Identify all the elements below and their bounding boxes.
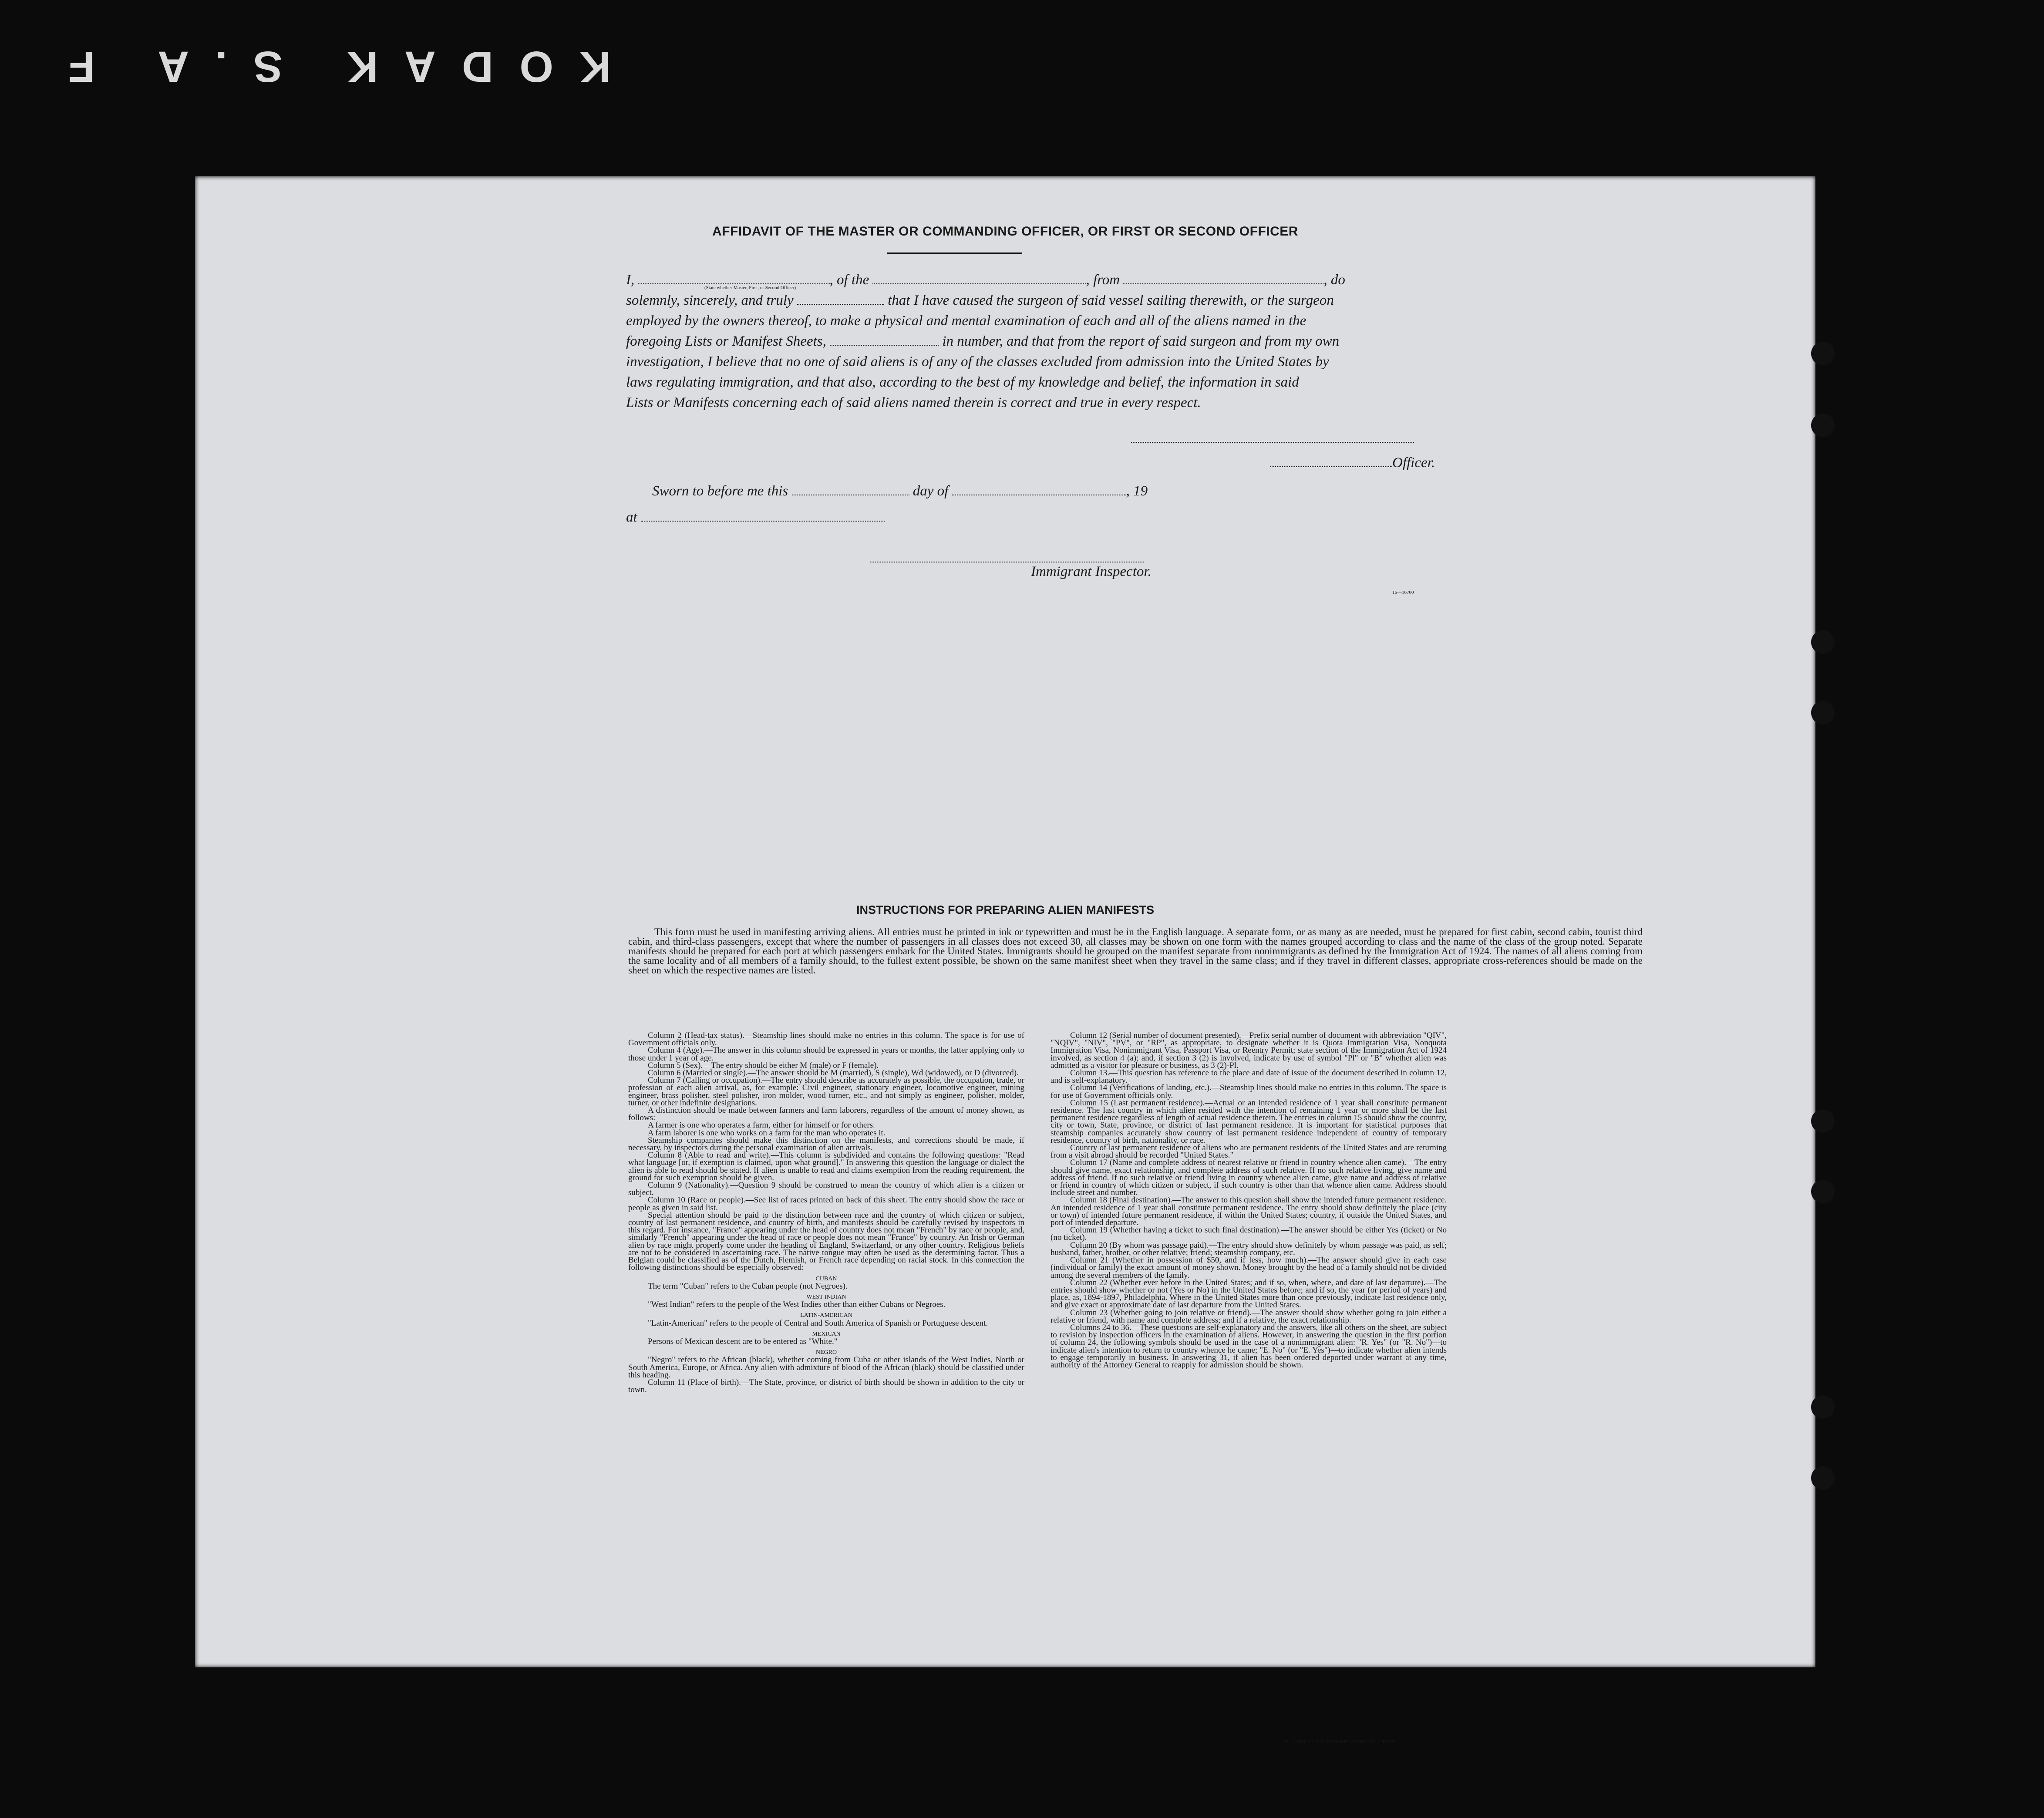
def-text: The term "Cuban" refers to the Cuban people (not Negroes). bbox=[648, 1281, 848, 1291]
punch-hole bbox=[1811, 1466, 1835, 1490]
officer-signature bbox=[1270, 455, 1435, 471]
date-field[interactable] bbox=[797, 295, 884, 305]
role-note: (State whether Master, First, or Second Officer) bbox=[704, 285, 796, 290]
instr-para: A farm laborer is one who works on a farm for the man who operates it. bbox=[648, 1128, 886, 1138]
instr-para: Column 14 (Verifications of landing, etc.).—Steamship lines should make no entries in this column. The space is for use of Government officials only. bbox=[1051, 1083, 1447, 1100]
punch-hole bbox=[1811, 1180, 1835, 1203]
affidavit-title: AFFIDAVIT OF THE MASTER OR COMMANDING OFFICER, OR FIRST OR SECOND OFFICER bbox=[712, 224, 1298, 239]
def-heading: NEGRO bbox=[815, 1349, 837, 1356]
punch-hole bbox=[1811, 1395, 1835, 1419]
def-heading: WEST INDIAN bbox=[806, 1293, 846, 1300]
instr-para: Column 18 (Final destination).—The answer to this question shall show the intended future permanent residence. An intended residence of 1 year shall constitute permanent residence. The entry should show definitely the place (city or town) of intended future permanent residence, if within the United States; country, if outside the United States, and port of intended departure. bbox=[1051, 1195, 1447, 1228]
sworn-place-field[interactable] bbox=[641, 512, 885, 522]
aff-line2b: that I have caused the surgeon of said vessel sailing therewith, or the surgeon bbox=[888, 293, 1334, 308]
instr-para: Column 21 (Whether in possession of $50, and if less, how much).—The answer should give in each case (individual or family) the exact amount of money shown. Money brought by the head of a family should not be divided among the several members of the family. bbox=[1051, 1256, 1447, 1280]
instr-para: Special attention should be paid to the distinction between race and the country of which citizen or subject, country of last permanent residence, and country of birth, and manifests should be carefully revised by inspectors in this regard. For instance, "France" appearing under the head of country does not mean "French" by race or people, and, similarly "French" appearing under the head of race or people does not mean "France" by country. An Irish or German alien by race might properly come under the heading of England, Switzerland, or any other country. Religious beliefs are not to be considered in ascertaining race. The native tongue may often be used as the determining factor. Thus a Belgian could be classified as of the Dutch, Flemish, or French race depending on racial stock. In this connection the following distinctions should be especially observed: bbox=[628, 1210, 1024, 1273]
port-field[interactable] bbox=[1123, 275, 1323, 284]
aff-line4b: in number, and that from the report of said surgeon and from my own bbox=[942, 333, 1340, 349]
instr-para: Column 9 (Nationality).—Question 9 should be construed to mean the country of which alien is a citizen or subject. bbox=[628, 1181, 1024, 1198]
instr-para: Column 8 (Able to read and write).—This column is subdivided and contains the following questions: "Read what language [or, if exemption is claimed, upon what ground]." In answering this question the language or dialect the alien is able to read should be stated. If alien is unable to read and claims exemption from the reading requirement, the ground for such exemption should be given. bbox=[628, 1151, 1024, 1182]
officer-label: Officer. bbox=[1392, 455, 1435, 471]
instr-para: Country of last permanent residence of aliens who are permanent residents of the United States and are returning from a visit abroad should be recorded "United States." bbox=[1051, 1143, 1447, 1160]
title-rule bbox=[887, 252, 1022, 254]
def-text: "Negro" refers to the African (black), whether coming from Cuba or other islands of the West Indies, North or South America, Europe, or Africa. Any alien with admixture of blood of the African (black) should be classified under this heading. bbox=[628, 1355, 1024, 1380]
def-heading: MEXICAN bbox=[812, 1330, 841, 1337]
aff-line2a: solemnly, sincerely, and truly bbox=[626, 293, 794, 308]
instructions-intro: This form must be used in manifesting arriving aliens. All entries must be printed in ink or typewritten and must be in the English language. A separate form, or as many as are needed, must be prepared for first cabin, second cabin, tourist third cabin, and third-class passengers, except that where the number of passengers in all classes does not exceed 30, all classes may be shown on one form with the names grouped according to class and the name of the class of the group noted. Separate manifests should be prepared for each port at which passengers embark for the United States. Immigrants should be grouped on the manifest separate from nonimmigrants as defined by the Immigration Act of 1924. The names of all aliens coming from the same locality and of all members of a family should, to the fullest extent possible, be shown on the same manifest sheet when they travel in the same class; and if they travel in different classes, appropriate cross-references should be made on the sheet on which the respective names are listed. bbox=[628, 926, 1643, 976]
day-of-label: day of bbox=[913, 483, 949, 499]
def-text: Persons of Mexican descent are to be entered as "White." bbox=[648, 1337, 838, 1346]
instr-para: Column 10 (Race or people).—See list of races printed on back of this sheet. The entry should show the race or people as given in said list. bbox=[628, 1195, 1024, 1212]
printer-footer: 16—16700-2 U. S. GOVERNMENT PRINTING OFFICE bbox=[1283, 1739, 1396, 1744]
aff-line5: investigation, I believe that no one of said aliens is of any of the classes excluded from admission into the United States by bbox=[626, 354, 1329, 370]
instr-para: A farmer is one who operates a farm, either for himself or for others. bbox=[648, 1121, 875, 1130]
def-heading: LATIN-AMERICAN bbox=[800, 1312, 852, 1319]
instr-para: Column 2 (Head-tax status).—Steamship lines should make no entries in this column. The space is for use of Government officials only. bbox=[628, 1031, 1024, 1048]
sworn-month-field[interactable] bbox=[952, 486, 1126, 495]
punch-hole bbox=[1811, 701, 1835, 724]
aff-line6: laws regulating immigration, and that also, according to the best of my knowledge and belief, the information in said bbox=[626, 374, 1299, 390]
film-edge-marking: KODAK S.A F bbox=[42, 42, 611, 91]
punch-hole bbox=[1811, 630, 1835, 654]
instr-para: Column 4 (Age).—The answer in this column should be expressed in years or months, the latter applying only to those under 1 year of age. bbox=[628, 1046, 1024, 1063]
instr-para: Column 7 (Calling or occupation).—The entry should describe as accurately as possible, the occupation, trade, or profession of each alien arrival, as, for example: Civil engineer, stationary engineer, locomotive engineer, mining engineer, brass polisher, steel polisher, iron molder, wood turner, etc., and not simply as engineer, polisher, molder, turner, or other indefinite designations. bbox=[628, 1076, 1024, 1108]
def-heading: CUBAN bbox=[815, 1275, 837, 1282]
aff-line4a: foregoing Lists or Manifest Sheets, bbox=[626, 333, 826, 349]
signature-line[interactable] bbox=[1131, 442, 1414, 443]
instr-para: Columns 24 to 36.—These questions are self-explanatory and the answers, like all others on the sheet, are subject to revision by inspection officers in the examination of aliens. However, in answering the question in the first portion of column 24, the following symbols should be used in the case of a nonimmigrant alien: "R. Yes" (or "R. No")—to indicate alien's intention to return to country whence he came; "E. No" (or "E. Yes")—to indicate whether alien intends to engage temporarily in business. In answering 31, if alien has been ordered deported under warrant at any time, authority of the Attorney General to reapply for admission should be shown. bbox=[1051, 1323, 1447, 1370]
instr-para: Column 17 (Name and complete address of nearest relative or friend in country whence alien came).—The entry should give name, exact relationship, and complete address of such relative. If no such relative living, give name and address of friend. If no such relative or friend living in country whence alien came, give name and address of relative or friend in country of which citizen or subject, if such country is other than that whence alien came. Address should include street and number. bbox=[1051, 1158, 1447, 1198]
at-label: at bbox=[626, 509, 637, 525]
officer-title-field[interactable] bbox=[1270, 458, 1392, 467]
manifest-sheet bbox=[195, 176, 1815, 1744]
instructions-left-column bbox=[628, 1032, 1024, 1394]
sworn-day-field[interactable] bbox=[792, 486, 909, 495]
instructions-title: INSTRUCTIONS FOR PREPARING ALIEN MANIFESTS bbox=[856, 903, 1155, 916]
def-text: "West Indian" refers to the people of the West Indies other than either Cubans or Negroes. bbox=[648, 1300, 946, 1310]
instr-para: Column 12 (Serial number of document presented).—Prefix serial number of document with abbreviation "QIV", "NQIV", "NIV", "PV", or "RP", as appropriate, to designate whether it is Quota Immigration Visa, Nonquota Immigration Visa, Nonimmigrant Visa, Passport Visa, or Reentry Permit; state section of the Immigration Act of 1924 involved, as section 4 (a); and, if section 3 (2) is involved, indicate by use of symbol "Pl" or "B" whether alien was admitted as a visitor for pleasure or business, as 3 (2)-Pl. bbox=[1051, 1031, 1447, 1070]
instr-para: Steamship companies should make this distinction on the manifests, and corrections should be made, if necessary, by inspectors during the personal examination of alien arrivals. bbox=[628, 1135, 1024, 1153]
instr-para: Column 5 (Sex).—The entry should be either M (male) or F (female). bbox=[648, 1060, 879, 1070]
sheet-count-field[interactable] bbox=[830, 336, 939, 346]
instr-para: Column 23 (Whether going to join relative or friend).—The answer should show whether going to join either a relative or friend, with name and complete address; and if a relative, the exact relationship. bbox=[1051, 1308, 1447, 1325]
at-line bbox=[626, 509, 885, 525]
aff-line7: Lists or Manifests concerning each of said aliens named therein is correct and true in every respect. bbox=[626, 395, 1201, 411]
aff-line3: employed by the owners thereof, to make a physical and mental examination of each and all of the aliens named in the bbox=[626, 313, 1307, 329]
year-label: , 19 bbox=[1126, 483, 1148, 499]
instr-para: Column 19 (Whether having a ticket to such final destination).—The answer should be either Yes (ticket) or No (no ticket). bbox=[1051, 1225, 1447, 1242]
affidavit-body bbox=[626, 270, 1671, 413]
instr-para: Column 20 (By whom was passage paid).—The entry should show definitely by whom passage was paid, as self; husband, father, brother, or other relative; friend; steamship company, etc. bbox=[1051, 1240, 1447, 1257]
instr-para: Column 13.—This question has reference to the place and date of issue of the document described in column 12, and is self-explanatory. bbox=[1051, 1068, 1447, 1085]
punch-hole bbox=[1811, 1109, 1835, 1133]
sworn-line bbox=[652, 483, 1148, 499]
instr-para: A distinction should be made between farmers and farm laborers, regardless of the amount of money shown, as follows: bbox=[628, 1106, 1024, 1123]
punch-hole bbox=[1811, 342, 1835, 365]
instr-para: Column 11 (Place of birth).—The State, province, or district of birth should be shown in addition to the city or town. bbox=[628, 1377, 1024, 1395]
instr-para: Column 15 (Last permanent residence).—Actual or an intended residence of 1 year shall constitute permanent residence. The last country in which alien resided with the intention of remaining 1 year or more shall be the last permanent residence regardless of length of actual residence therein. The entries in column 15 should show the country, city or town, State, province, or district of last permanent residence. It is important for statistical purposes that steamship companies accurately show country of last permanent residence independent of country of temporary residence, country of birth, nationality, or race. bbox=[1051, 1098, 1447, 1145]
instructions-right-column bbox=[1051, 1032, 1447, 1369]
aff-i: I, bbox=[626, 272, 635, 288]
form-number: 16—16700 bbox=[1392, 590, 1414, 595]
inspector-label: Immigrant Inspector. bbox=[1031, 564, 1152, 579]
sworn-label: Sworn to before me this bbox=[652, 483, 788, 499]
aff-do: , do bbox=[1323, 272, 1345, 288]
instr-para: Column 6 (Married or single).—The answer should be M (married), S (single), Wd (widowed), or D (divorced). bbox=[648, 1068, 1019, 1078]
vessel-name-field[interactable] bbox=[872, 275, 1086, 284]
officer-name-field[interactable] bbox=[638, 275, 830, 284]
instr-para: Column 22 (Whether ever before in the United States; and if so, when, where, and date of last departure).—The entries should show whether or not (Yes or No) in the United States before; and if so, the year (or period of years) and place, as, 1894-1897, Philadelphia. Where in the United States more than once previously, indicate last residence only, and give exact or approximate date of last departure from the United States. bbox=[1051, 1278, 1447, 1310]
aff-of-the: , of the bbox=[829, 272, 869, 288]
aff-from: , from bbox=[1086, 272, 1120, 288]
punch-hole bbox=[1811, 414, 1835, 437]
def-text: "Latin-American" refers to the people of Central and South America of Spanish or Portuguese descent. bbox=[648, 1318, 988, 1328]
